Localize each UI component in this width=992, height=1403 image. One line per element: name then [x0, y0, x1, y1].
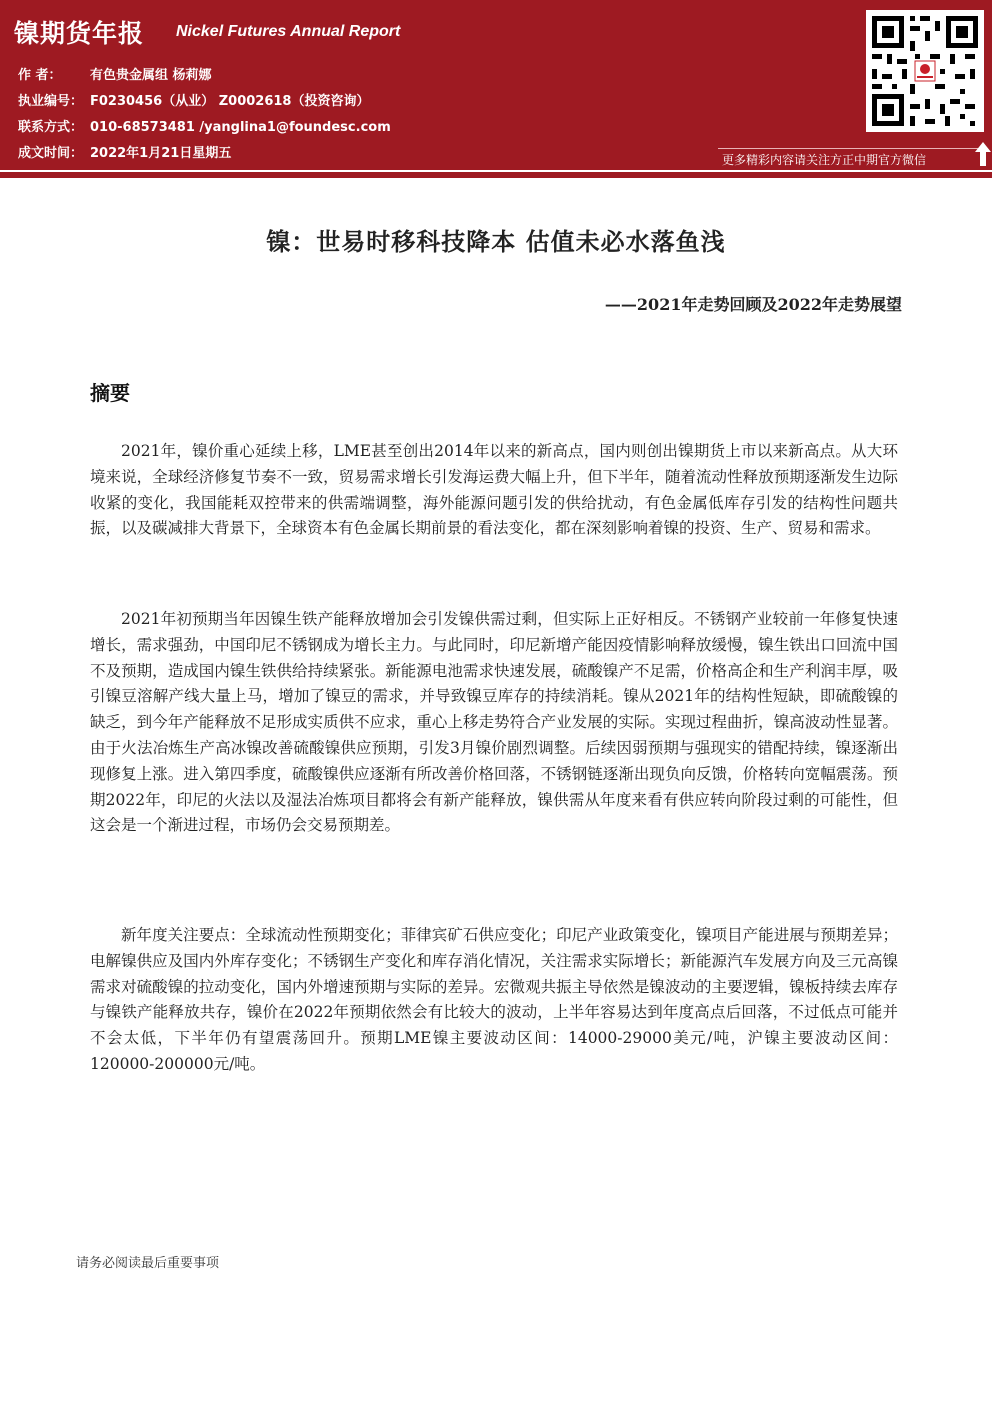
- contact-line: [18, 116, 391, 135]
- license-line: [18, 90, 369, 109]
- license-label: 执业编号：: [18, 94, 84, 109]
- qr-code-icon: [866, 10, 984, 132]
- report-type-english: Nickel Futures Annual Report: [176, 23, 401, 40]
- disclaimer-note: 请务必阅读最后重要事项: [76, 1256, 220, 1271]
- contact-label: 联系方式：: [18, 120, 84, 135]
- report-title: 镍：世易时移科技降本 估值未必水落鱼浅: [266, 227, 726, 256]
- license-value: F0230456（从业） Z0002618（投资咨询）: [90, 94, 370, 109]
- follow-wechat-text: 更多精彩内容请关注方正中期官方微信: [722, 153, 927, 167]
- abstract-paragraph-2: 2021年初预期当年因镍生铁产能释放增加会引发镍供需过剩，但实际上正好相反。不锈钢产业较前一年修复快速增长，需求强劲，中国印尼不锈钢成为增长主力。与此同时，印尼新增产能因疫情影响释放缓慢，镍生铁出口回流中国不及预期，造成国内镍生铁供给持续紧张。新能源电池需求快速发展，硫酸镍产不足需，价格高企和生产利润丰厚，吸引镍豆溶解产线大量上马，增加了镍豆的需求，并导致镍豆库存的持续消耗。镍从2021年的结构性短缺，即硫酸镍的缺乏，到今年产能释放不足形成实质供不应求，重心上移走势符合产业发展的实际。实现过程曲折，镍高波动性显著。由于火法冶炼生产高冰镍改善硫酸镍供应预期，引发3月镍价剧烈调整。后续因弱预期与强现实的错配持续，镍逐渐出现修复上涨。进入第四季度，硫酸镍供应逐渐有所改善价格回落，不锈钢链逐渐出现负向反馈，价格转向宽幅震荡。预期2022年，印尼的火法以及湿法冶炼项目都将会有新产能释放，镍供需从年度来看有供应转向阶段过剩的可能性，但这会是一个渐进过程，市场仍会交易预期差。: [90, 610, 898, 835]
- author-line: [18, 64, 212, 83]
- abstract-paragraph-1: 2021年，镍价重心延续上移，LME甚至创出2014年以来的新高点，国内则创出镍期货上市以来新高点。从大环境来说，全球经济修复节奏不一致，贸易需求增长引发海运费大幅上升，但下半年，随着流动性释放预期逐渐发生边际收紧的变化，我国能耗双控带来的供需端调整，海外能源问题引发的供给扰动，有色金属低库存引发的结构性问题共振，以及碳减排大背景下，全球资本有色金属长期前景的看法变化，都在深刻影响着镍的投资、生产、贸易和需求。: [90, 442, 898, 538]
- report-subtitle: ——2021年走势回顾及2022年走势展望: [604, 295, 902, 314]
- date-value: 2022年1月21日星期五: [90, 146, 232, 161]
- abstract-paragraph-3: 新年度关注要点：全球流动性预期变化；菲律宾矿石供应变化；印尼产业政策变化，镍项目产能进展与预期差异；电解镍供应及国内外库存变化；不锈钢生产变化和库存消化情况，关注需求实际增长；新能源汽车发展方向及三元高镍需求对硫酸镍的拉动变化，国内外增速预期与实际的差异。宏微观共振主导依然是镍波动的主要逻辑，镍板持续去库存与镍铁产能释放共存，镍价在2022年预期依然会有比较大的波动，上半年容易达到年度高点后回落，不过低点可能并不会太低，下半年仍有望震荡回升。预期LME镍主要波动区间：14000-29000美元/吨，沪镍主要波动区间：120000-200000元/吨。: [90, 926, 898, 1073]
- abstract-heading: 摘要: [90, 381, 130, 405]
- header-divider: [0, 172, 992, 178]
- up-arrow-icon: [974, 141, 992, 167]
- contact-value: 010-68573481 /yanglina1@foundesc.com: [90, 120, 391, 135]
- report-type: 镍期货年报: [14, 19, 145, 48]
- author-label: 作 者：: [18, 68, 62, 83]
- date-line: [18, 142, 231, 161]
- date-label: 成文时间：: [18, 146, 84, 161]
- author-value: 有色贵金属组 杨莉娜: [90, 68, 212, 83]
